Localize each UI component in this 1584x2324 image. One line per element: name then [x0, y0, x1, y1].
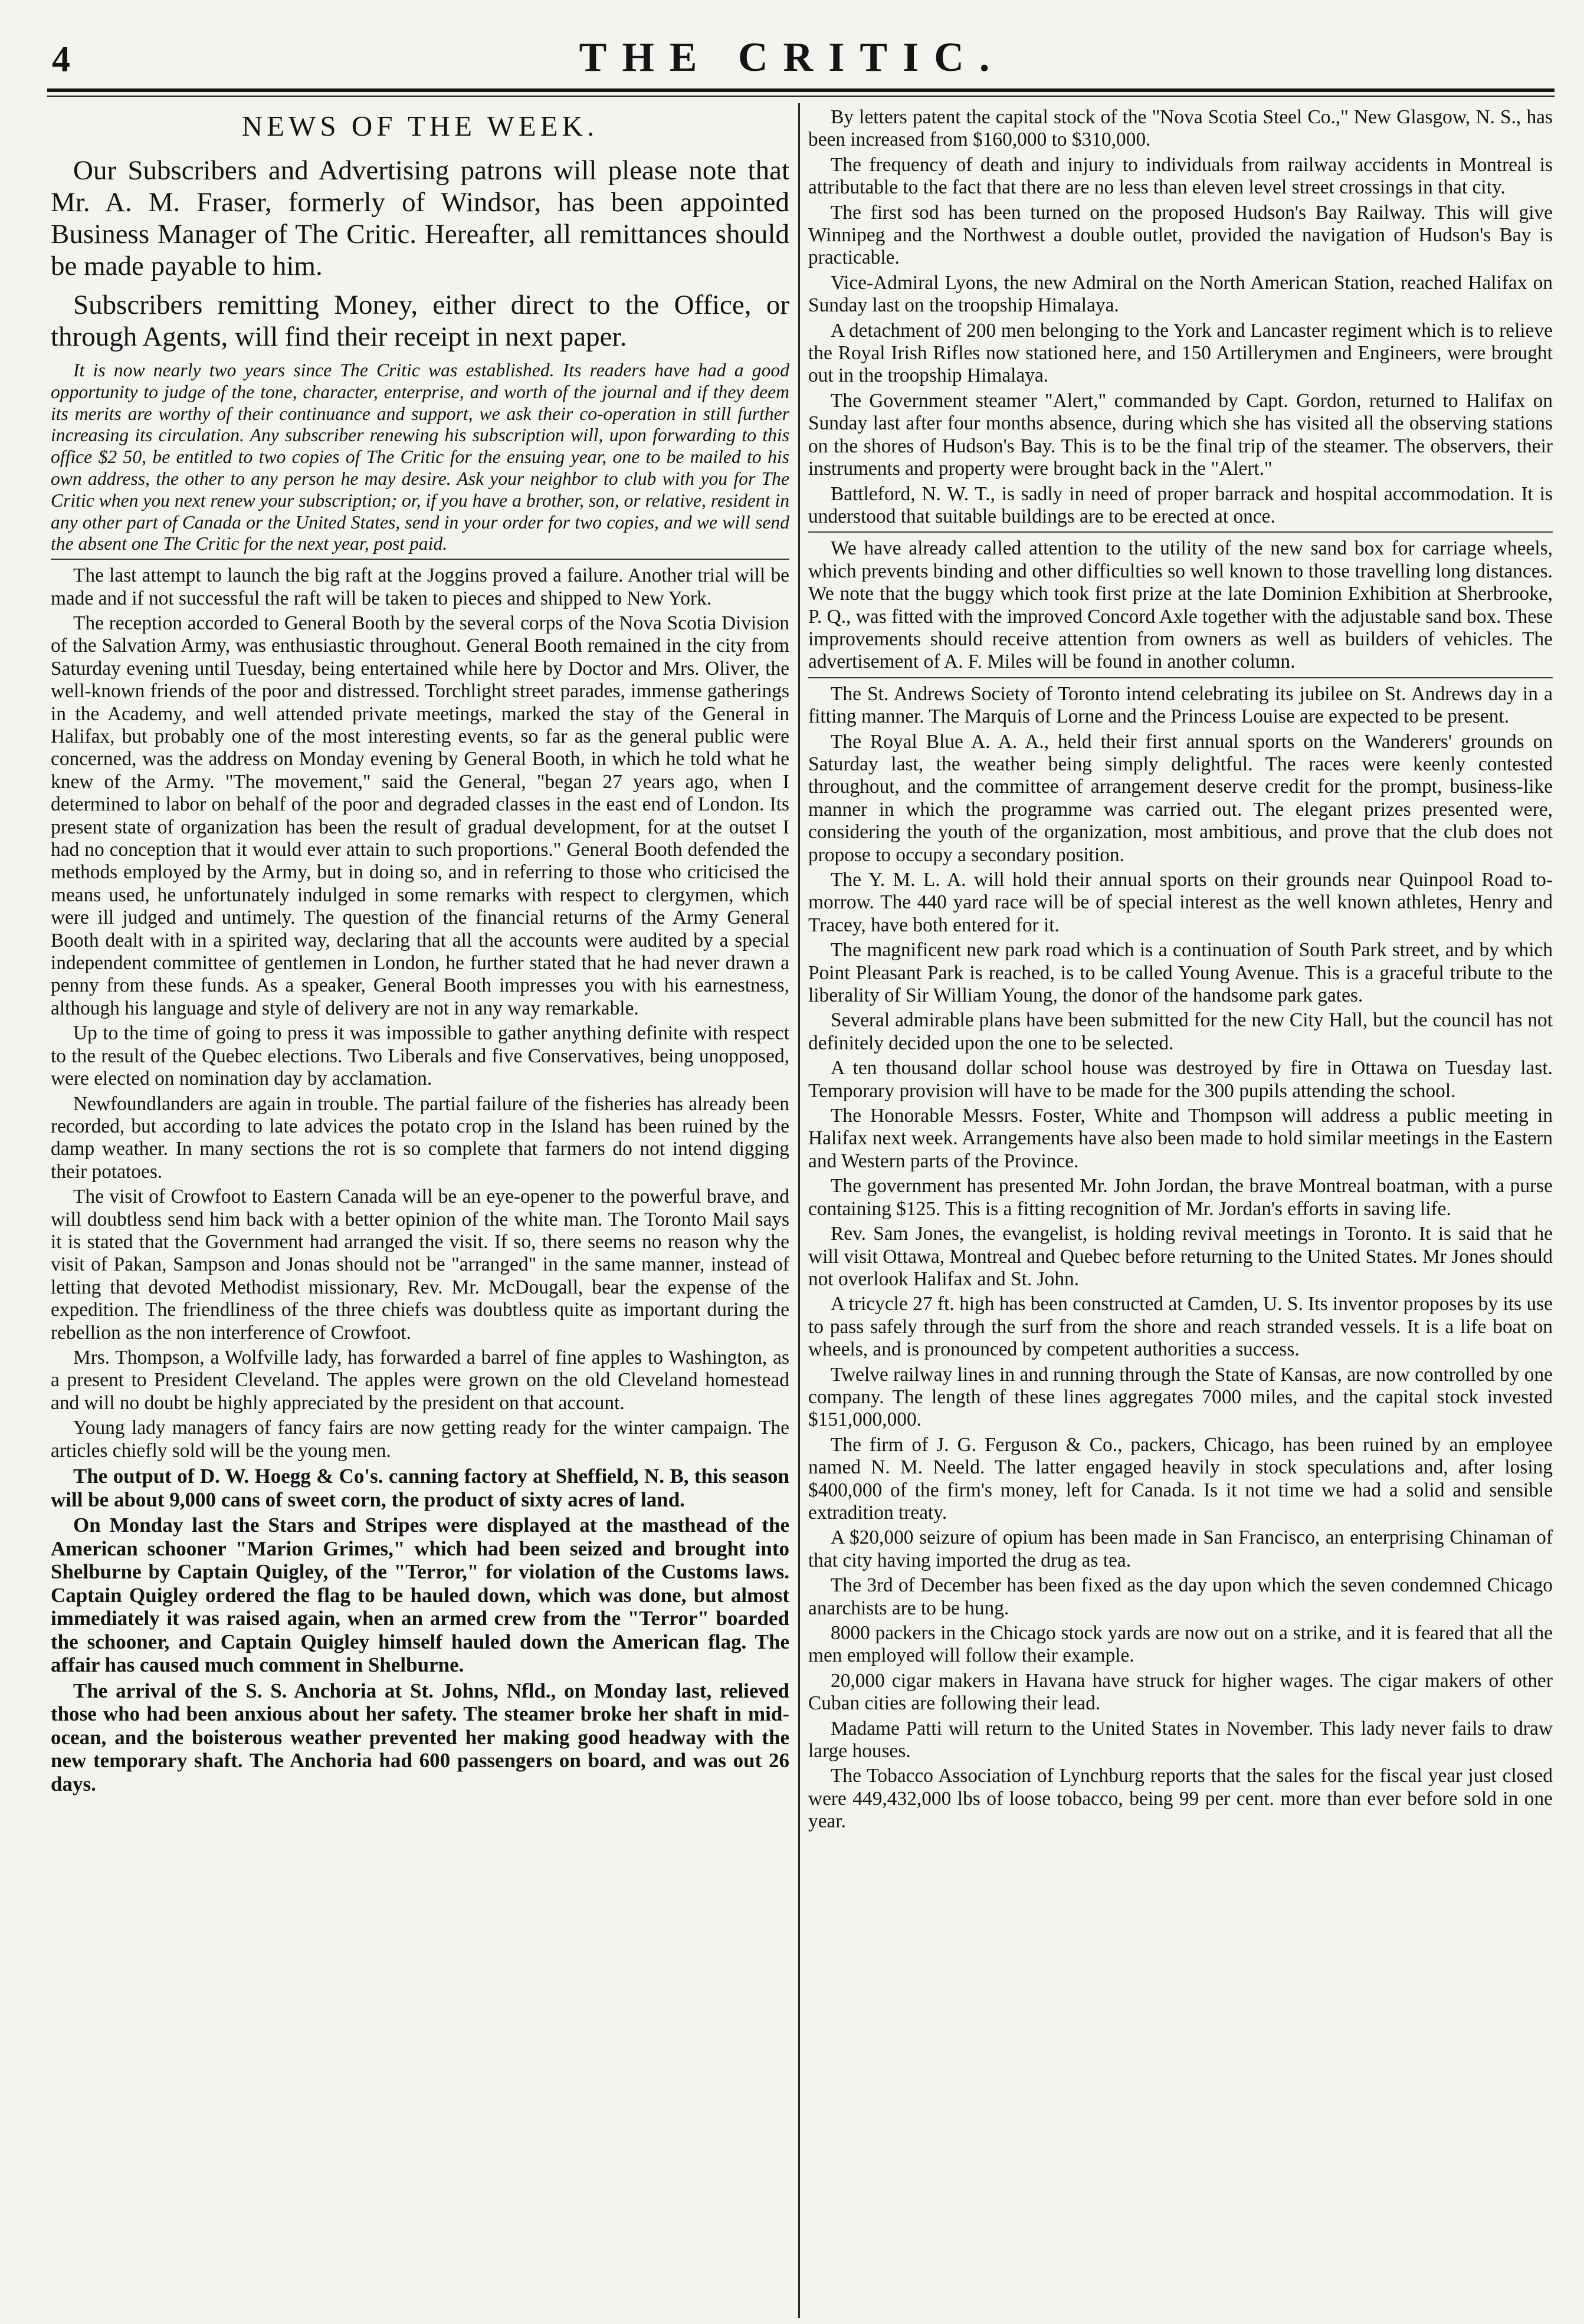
news-item: The visit of Crowfoot to Eastern Canada will be an eye-opener to the powerful brave, and will doubtless send him back with a better opinion of the white man. The Toronto Mail says it is stated that the Government had arranged the visit. If so, there seems no reason why the visit of Pakan, Sampson and Jonas should not be "arranged" in the same manner, instead of letting that devoted Methodist missionary, Rev. Mr. McDougall, bear the expense of the expedition. The friendliness of the three chiefs was doubtless quite as important during the rebellion as the non interference of Crowfoot. — [51, 1186, 789, 1344]
news-item: We have already called attention to the utility of the new sand box for carriage wheels, which prevents binding and other difficulties so well known to those travelling long distances. We note that the buggy which took first prize at the late Dominion Exhibition at Sherbrooke, P. Q., was fitted with the improved Concord Axle together with the adjustable sand box. These improvements should receive attention from owners as well as builders of vehicles. The advertisement of A. F. Miles will be found in another column. — [808, 537, 1553, 673]
left-column — [51, 106, 789, 1798]
header-rule-thin — [47, 96, 1555, 97]
news-item-bold: The output of D. W. Hoegg & Co's. canning factory at Sheffield, N. B, this season will be about 9,000 cans of sweet corn, the product of sixty acres of land. — [51, 1465, 789, 1511]
subscriber-remittance-notice: Subscribers remitting Money, either direct to the Office, or through Agents, will find their receipt in next paper. — [51, 290, 789, 352]
news-item: The firm of J. G. Ferguson & Co., packers, Chicago, has been ruined by an employee named N. M. Neeld. The latter engaged heavily in stock speculations and, after losing $400,000 of the firm's money, left for Canada. Is it not time we had a solid and sensible extradition treaty. — [808, 1433, 1553, 1524]
news-item: The last attempt to launch the big raft at the Joggins proved a failure. Another trial will be made and if not successful the raft will be taken to pieces and shipped to New York. — [51, 564, 789, 609]
news-item: By letters patent the capital stock of the "Nova Scotia Steel Co.," New Glasgow, N. S., has been increased from $160,000 to $310,000. — [808, 106, 1553, 151]
subscription-appeal: It is now nearly two years since The Critic was established. Its readers have had a good opportunity to judge of the tone, character, enterprise, and worth of the journal and if they deem its merits are worthy of their continuance and support, we ask their co-operation in still further increasing its circulation. Any subscriber renewing his subscription will, upon forwarding to this office $2 50, be entitled to two copies of The Critic for the ensuing year, one to be mailed to his own address, the other to any person he may desire. Ask your neighbor to club with you for The Critic when you next renew your subscription; or, if you have a brother, son, or relative, resident in any other part of Canada or the United States, send in your order for two copies, and we will send the absent one The Critic for the next year, post paid. — [51, 360, 789, 554]
news-item: The Y. M. L. A. will hold their annual sports on their grounds near Quinpool Road to-morrow. The 440 yard race will be of special interest as the well known athletes, Henry and Tracey, have both entered for it. — [808, 869, 1553, 936]
header-rule — [47, 88, 1555, 92]
page-number: 4 — [52, 40, 70, 80]
news-item: The magnificent new park road which is a continuation of South Park street, and by which Point Pleasant Park is reached, is to be called Young Avenue. This is a graceful tribute to the liberality of Sir William Young, the donor of the handsome park gates. — [808, 939, 1553, 1007]
news-item: Several admirable plans have been submitted for the new City Hall, but the council has not definitely decided upon the one to be selected. — [808, 1009, 1553, 1054]
news-item: A $20,000 seizure of opium has been made in San Francisco, an enterprising Chinaman of that city having imported the drug as tea. — [808, 1527, 1553, 1571]
section-title: NEWS OF THE WEEK. — [241, 110, 599, 142]
news-item: 8000 packers in the Chicago stock yards are now out on a strike, and it is feared that all the men employed will follow their example. — [808, 1622, 1553, 1667]
news-item: Twelve railway lines in and running through the State of Kansas, are now controlled by one company. The length of these lines aggregates 7000 miles, and the capital stock invested $151,000,000. — [808, 1363, 1553, 1431]
column-divider — [798, 103, 800, 2318]
news-item: A detachment of 200 men belonging to the York and Lancaster regiment which is to relieve the Royal Irish Rifles now stationed here, and 150 Artillerymen and Engineers, were brought out in the troopship Himalaya. — [808, 319, 1553, 387]
news-item: Newfoundlanders are again in trouble. The partial failure of the fisheries has already been recorded, but according to late advices the potato crop in the Island has been ruined by the damp weather. In many sections the rot is so complete that farmers do not intend digging their potatoes. — [51, 1092, 789, 1183]
news-item: The reception accorded to General Booth by the several corps of the Nova Scotia Division of the Salvation Army, was enthusiastic throughout. General Booth remained in the city from Saturday evening until Tuesday, being entertained while here by Doctor and Mrs. Oliver, the well-known friends of the poor and distressed. Torchlight street parades, immense gatherings in the Academy, and well attended private meetings, marked the stay of the General in Halifax, but probably one of the most interesting events, so far as the general public were concerned, was the address on Monday evening by General Booth, in which he told what he knew of the Army. "The movement," said the General, "began 27 years ago, when I determined to labor on behalf of the poor and degraded classes in the east end of London. Its present state of organization has been the result of gradual development, for at the outset I had no conception that it would ever attain to such proportions." General Booth defended the methods employed by the Army, but in doing so, and in referring to those who criticised the means used, he unfortunately indulged in some remarks with respect to clergymen, which were ill judged and untimely. The question of the financial returns of the Army General Booth dealt with in a spirited way, declaring that all the accounts were audited by a special independent committee of gentlemen in London, he further stated that he had never drawn a penny from these funds. As a speaker, General Booth impresses you with his earnestness, although his language and style of delivery are not in any way remarkable. — [51, 612, 789, 1019]
news-item: The Government steamer "Alert," commanded by Capt. Gordon, returned to Halifax on Sunday last after four months absence, during which she has visited all the observing stations on the shores of Hudson's Bay. This is to be the final trip of the steamer. The observers, their instruments and property were brought back in the "Alert." — [808, 389, 1553, 480]
news-item: Rev. Sam Jones, the evangelist, is holding revival meetings in Toronto. It is said that he will visit Ottawa, Montreal and Quebec before returning to the United States. Mr Jones should not overlook Halifax and St. John. — [808, 1223, 1553, 1290]
divider — [808, 677, 1553, 678]
right-column — [808, 106, 1553, 1836]
news-item: A tricycle 27 ft. high has been constructed at Camden, U. S. Its inventor proposes by its use to pass safely through the surf from the shore and reach stranded vessels. It is a life boat on wheels, and is pronounced by competent authorities a success. — [808, 1293, 1553, 1361]
news-item: The Royal Blue A. A. A., held their first annual sports on the Wanderers' grounds on Saturday last, the weather being simply delightful. The races were keenly contested throughout, and the committee of arrangement deserve credit for the prompt, business-like manner in which the programme was carried out. The elegant prizes presented were, considering the youth of the organization, most ambitious, and prove that the club does not propose to occupy a secondary position. — [808, 730, 1553, 866]
news-item-bold: The arrival of the S. S. Anchoria at St. Johns, Nfld., on Monday last, relieved those who had been anxious about her safety. The steamer broke her shaft in mid-ocean, and the boisterous weather prevented her making good headway with the new temporary shaft. The Anchoria had 600 passengers on board, and was out 26 days. — [51, 1679, 789, 1795]
news-item: Vice-Admiral Lyons, the new Admiral on the North American Station, reached Halifax on Sunday last on the troopship Himalaya. — [808, 271, 1553, 317]
news-item: The government has presented Mr. John Jordan, the brave Montreal boatman, with a purse containing $125. This is a fitting recognition of Mr. Jordan's efforts in saving life. — [808, 1175, 1553, 1220]
news-item: 20,000 cigar makers in Havana have struck for higher wages. The cigar makers of other Cuban cities are following their lead. — [808, 1669, 1553, 1715]
news-item: A ten thousand dollar school house was destroyed by fire in Ottawa on Tuesday last. Temporary provision will have to be made for the 300 pupils attending the school. — [808, 1057, 1553, 1102]
news-item: The St. Andrews Society of Toronto intend celebrating its jubilee on St. Andrews day in a fitting manner. The Marquis of Lorne and the Princess Louise are expected to be present. — [808, 682, 1553, 728]
news-item: Madame Patti will return to the United States in November. This lady never fails to draw large houses. — [808, 1717, 1553, 1762]
masthead-title: THE CRITIC. — [579, 35, 1005, 80]
news-item: Young lady managers of fancy fairs are now getting ready for the winter campaign. The articles chiefly sold will be the young men. — [51, 1417, 789, 1462]
news-item: Battleford, N. W. T., is sadly in need of proper barrack and hospital accommodation. It is understood that suitable buildings are to be erected at once. — [808, 482, 1553, 527]
news-item: Up to the time of going to press it was impossible to gather anything definite with respect to the result of the Quebec elections. Two Liberals and five Conservatives, being unopposed, were elected on nomination day by acclamation. — [51, 1022, 789, 1090]
news-item: The frequency of death and injury to individuals from railway accidents in Montreal is attributable to the fact that there are no less than eleven level street crossings in that city. — [808, 153, 1553, 199]
business-manager-notice: Our Subscribers and Advertising patrons will please note that Mr. A. M. Fraser, formerly of Windsor, has been appointed Business Manager of The Critic. Hereafter, all remittances should be made payable to him. — [51, 155, 789, 281]
news-item: The Tobacco Association of Lynchburg reports that the sales for the fiscal year just closed were 449,432,000 lbs of loose tobacco, being 99 per cent. more than ever before sold in one year. — [808, 1765, 1553, 1833]
divider — [51, 559, 789, 560]
news-item-bold: On Monday last the Stars and Stripes were displayed at the masthead of the American schooner "Marion Grimes," which had been seized and brought into Shelburne by Captain Quigley, of the "Terror," for violation of the Customs laws. Captain Quigley ordered the flag to be hauled down, which was done, but almost immediately it was raised again, when an armed crew from the "Terror" boarded the schooner, and Captain Quigley himself hauled down the American flag. The affair has caused much comment in Shelburne. — [51, 1514, 789, 1677]
divider — [808, 531, 1553, 533]
news-item: The Honorable Messrs. Foster, White and Thompson will address a public meeting in Halifax next week. Arrangements have also been made to hold similar meetings in the Eastern and Western parts of the Province. — [808, 1105, 1553, 1172]
news-item: Mrs. Thompson, a Wolfville lady, has forwarded a barrel of fine apples to Washington, as a present to President Cleveland. The apples were grown on the old Cleveland homestead and will no doubt be highly appreciated by the president on that account. — [51, 1346, 789, 1414]
news-item: The 3rd of December has been fixed as the day upon which the seven condemned Chicago anarchists are to be hung. — [808, 1574, 1553, 1619]
news-item: The first sod has been turned on the proposed Hudson's Bay Railway. This will give Winnipeg and the Northwest a double outlet, provided the navigation of Hudson's Bay is practicable. — [808, 201, 1553, 269]
